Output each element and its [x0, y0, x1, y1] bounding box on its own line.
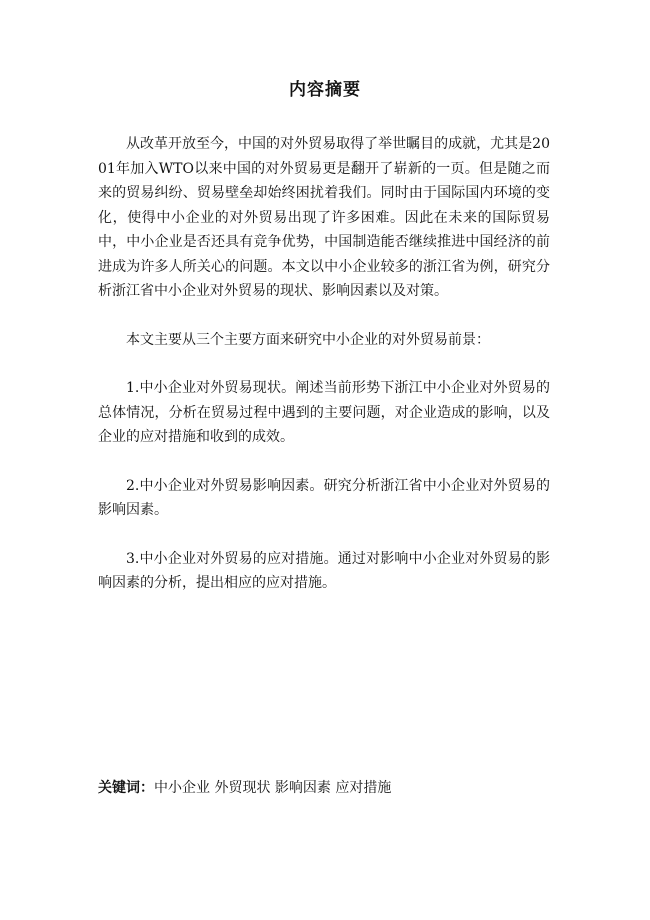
keywords-values: 中小企业 外贸现状 影响因素 应对措施 — [154, 780, 392, 796]
paragraph-overview: 本文主要从三个主要方面来研究中小企业的对外贸易前景： — [126, 331, 490, 348]
paragraph-intro: 从改革开放至今，中国的对外贸易取得了举世瞩目的成就，尤其是2001年加入WTO以来中国的对外贸易更是翻开了崭新的一页。但是随之而来的贸易纠纷、贸易壁垒却始终困扰着我们。同时由于国际国内环境的变化，使得中小企业的对外贸易出现了许多困难。因此在未来的国际贸易中，中小企业是否还具有竞争优势，中国制造能否继续推进中国经济的前进成为许多人所关心的问题。本文以中小企业较多的浙江省为例，研究分析浙江省中小企业对外贸易的现状、影响因素以及对策。 — [98, 136, 550, 299]
paragraph-point-2: 2.中小企业对外贸易影响因素。研究分析浙江省中小企业对外贸易的影响因素。 — [98, 477, 550, 518]
keywords-label: 关键词： — [98, 780, 154, 796]
abstract-body — [98, 132, 550, 620]
page-title: 内容摘要 — [289, 80, 361, 100]
paragraph-point-1: 1.中小企业对外贸易现状。阐述当前形势下浙江中小企业对外贸易的总体情况，分析在贸易过程中遇到的主要问题，对企业造成的影响，以及企业的应对措施和收到的成效。 — [98, 380, 550, 445]
keywords-line — [98, 776, 550, 800]
paragraph-point-3: 3.中小企业对外贸易的应对措施。通过对影响中小企业对外贸易的影响因素的分析，提出相应的应对措施。 — [98, 550, 550, 591]
